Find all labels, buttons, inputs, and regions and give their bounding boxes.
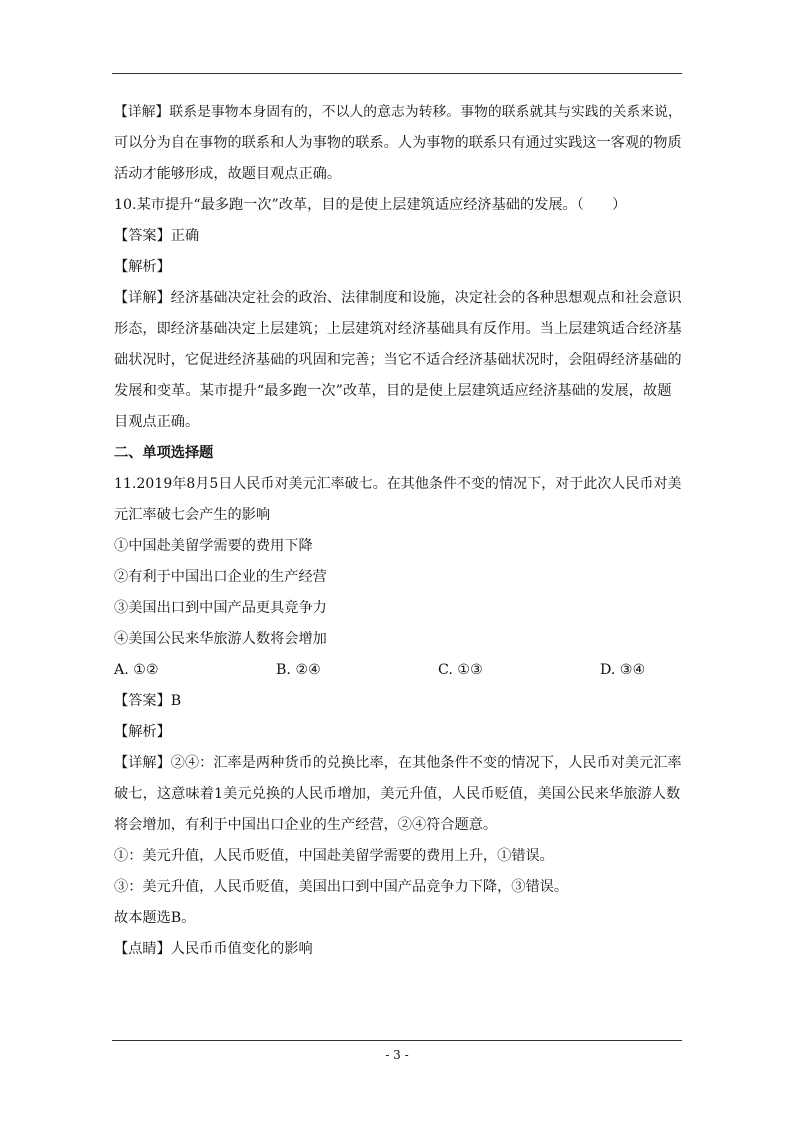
q11-conclusion: 故本题选B。 [114,910,196,926]
q11-item-3: ③美国出口到中国产品更具竞争力 [114,600,327,616]
q11-detail-line-1: 【详解】②④：汇率是两种货币的兑换比率，在其他条件不变的情况下，人民币对美元汇率 [114,755,682,771]
q10-detail-line-1: 【详解】经济基础决定社会的政治、法律制度和设施，决定社会的各种思想观点和社会意识 [114,290,682,306]
q10-detail-line-2: 形态，即经济基础决定上层建筑；上层建筑对经济基础具有反作用。当上层建筑适合经济基 [114,321,682,337]
q11-option-d: D. ③④ [600,662,646,678]
q11-analysis-label: 【解析】 [114,724,171,740]
q11-answer: 【答案】B [114,693,182,709]
q11-detail-line-2: 破七，这意味着1美元兑换的人民币增加，美元升值，人民币贬值，美国公民来华旅游人数 [114,786,681,802]
document-body [114,97,682,965]
q10-analysis-label: 【解析】 [114,259,171,275]
q10-detail-line-5: 目观点正确。 [114,414,200,430]
q10-detail-line-3: 础状况时，它促进经济基础的巩固和完善；当它不适合经济基础状况时，会阻碍经济基础的 [114,352,682,368]
q11-stem-line-2: 元汇率破七会产生的影响 [114,507,271,523]
q11-option-b: B. ②④ [276,662,321,678]
q11-stem-line-1: 11.2019年8月5日人民币对美元汇率破七。在其他条件不变的情况下，对于此次人民币对美 [114,476,682,492]
q11-option-a: A. ①② [114,662,159,678]
section-title: 二、单项选择题 [114,445,214,461]
q11-item-4: ④美国公民来华旅游人数将会增加 [114,631,327,647]
page-number: - 3 - [385,1048,409,1062]
q9-detail-line-2: 可以分为自在事物的联系和人为事物的联系。人为事物的联系只有通过实践这一客观的物质 [114,135,682,151]
q10-answer: 【答案】正确 [114,228,200,244]
q11-item-2: ②有利于中国出口企业的生产经营 [114,569,327,585]
q9-detail-line-1: 【详解】联系是事物本身固有的，不以人的意志为转移。事物的联系就其与实践的关系来说， [114,104,682,120]
q11-options [114,655,682,686]
q11-option-c: C. ①③ [438,662,483,678]
header-rule [112,73,682,74]
q10-detail-line-4: 发展和变革。某市提升“最多跑一次”改革，目的是使上层建筑适应经济基础的发展，故题 [114,383,672,399]
q11-detail-line-5: ③：美元升值，人民币贬值，美国出口到中国产品竞争力下降，③错误。 [114,879,569,895]
q11-detail-line-3: 将会增加，有利于中国出口企业的生产经营，②④符合题意。 [114,817,498,833]
q11-detail-line-4: ①：美元升值，人民币贬值，中国赴美留学需要的费用上升，①错误。 [114,848,554,864]
q10-stem: 10.某市提升“最多跑一次”改革，目的是使上层建筑适应经济基础的发展。（ ） [114,197,627,213]
q11-item-1: ①中国赴美留学需要的费用下降 [114,538,313,554]
q11-point: 【点睛】人民币币值变化的影响 [114,941,313,957]
q9-detail-line-3: 活动才能够形成，故题目观点正确。 [114,166,342,182]
footer-rule [112,1040,682,1041]
